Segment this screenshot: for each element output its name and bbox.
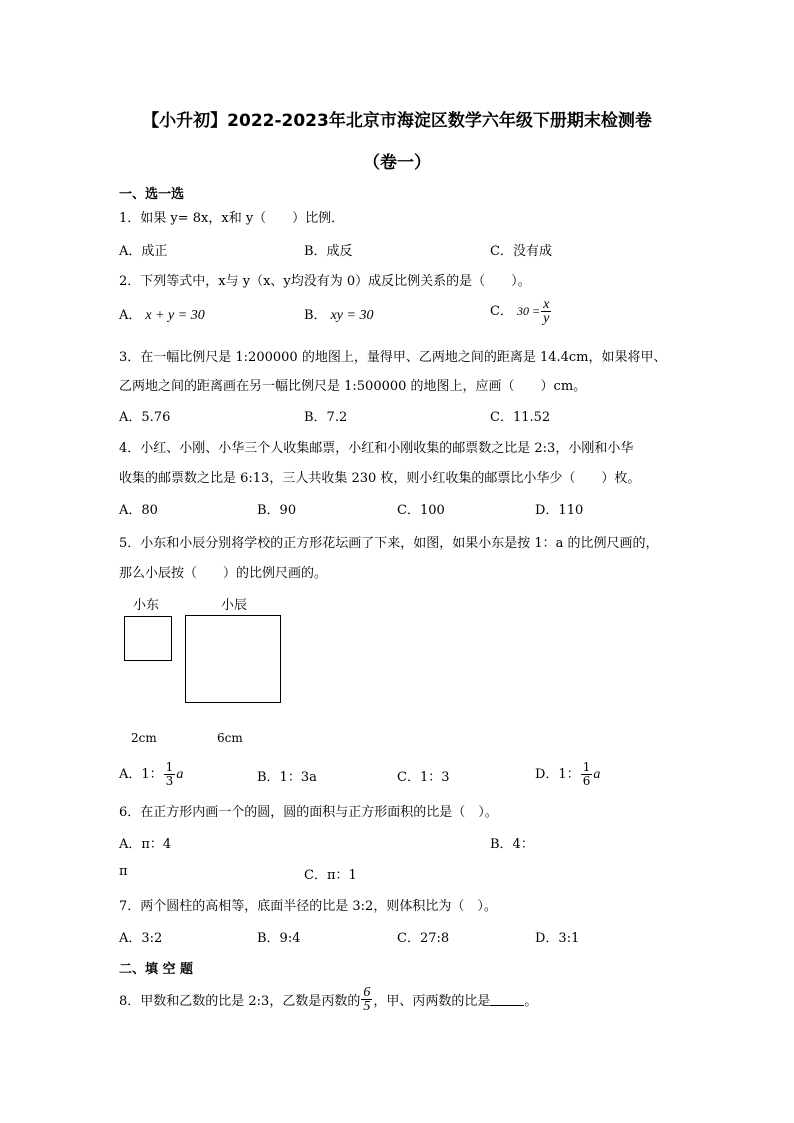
question-6-option-b[interactable]: B．4： — [490, 837, 534, 852]
page-subtitle: （卷一） — [363, 153, 431, 173]
question-6-option-b-continued: π — [119, 864, 128, 879]
question-6-stem: 6．在正方形内画一个的圆，圆的面积与正方形面积的比是（ ）。 — [119, 805, 498, 820]
large-square-figure — [185, 615, 281, 703]
fraction-numerator: x — [543, 297, 550, 312]
question-5-option-c[interactable]: C．1：3 — [397, 770, 450, 785]
question-2-stem: 2．下列等式中，x与 y（x、y均没有为 0）成反比例关系的是（ ）。 — [119, 274, 531, 289]
question-1-option-a[interactable]: A．成正 — [119, 244, 168, 259]
equation: xy = 30 — [330, 308, 374, 323]
fraction-denominator: 5 — [363, 999, 371, 1014]
equation: x + y = 30 — [145, 308, 205, 323]
fraction-numerator: 1 — [582, 760, 591, 774]
question-6-option-c[interactable]: C．π：1 — [304, 868, 357, 883]
section-heading-fill-in: 二、填 空 题 — [119, 962, 194, 977]
question-8-end: 。 — [524, 994, 538, 1009]
fraction-numerator: 6 — [363, 985, 371, 1000]
page-title: 【小升初】2022-2023年北京市海淀区数学六年级下册期末检测卷 — [142, 111, 652, 131]
question-1-option-b[interactable]: B．成反 — [304, 244, 353, 259]
answer-blank[interactable] — [490, 993, 524, 1006]
question-7-option-c[interactable]: C．27:8 — [397, 931, 450, 946]
variable: a — [176, 767, 184, 782]
figure-label-xiaochen: 小辰 — [221, 598, 248, 613]
question-7-stem: 7．两个圆柱的高相等，底面半径的比是 3:2，则体积比为（ ）。 — [119, 899, 497, 914]
question-7-option-b[interactable]: B．9:4 — [257, 931, 301, 946]
question-4-line-1: 4．小红、小刚、小华三个人收集邮票，小红和小刚收集的邮票数之比是 2:3，小刚和小华 — [119, 441, 634, 456]
option-label: A． — [119, 308, 142, 323]
fraction-denominator: 6 — [582, 774, 591, 788]
question-5-line-1: 5．小东和小辰分别将学校的正方形花坛画了下来，如图，如果小东是按 1：a 的比例尺画的， — [119, 536, 659, 551]
question-4-option-c[interactable]: C．100 — [397, 503, 445, 518]
question-2-option-c[interactable] — [490, 298, 552, 325]
fraction — [361, 986, 372, 1013]
option-label: D．1： — [535, 767, 580, 782]
question-8-stem: 8．甲数和乙数的比是 2:3，乙数是丙数的 — [119, 994, 361, 1009]
question-1-option-c[interactable]: C．没有成 — [490, 244, 552, 259]
question-6-option-a[interactable]: A．π：4 — [119, 837, 172, 852]
question-8-tail: ，甲、丙两数的比是 — [373, 994, 491, 1009]
question-1-stem: 1．如果 y= 8x，x和 y（ ）比例． — [119, 211, 345, 226]
question-3-option-c[interactable]: C．11.52 — [490, 410, 551, 425]
question-5-option-b[interactable]: B．1：3a — [257, 770, 317, 785]
figure-size-small: 2cm — [131, 731, 157, 745]
question-2-option-b[interactable] — [304, 304, 373, 324]
question-2-option-a[interactable] — [119, 304, 205, 324]
fraction-denominator: y — [543, 311, 550, 326]
question-3-option-b[interactable]: B．7.2 — [304, 410, 348, 425]
figure-size-large: 6cm — [217, 731, 243, 745]
question-7-option-d[interactable]: D．3:1 — [535, 931, 580, 946]
figure-label-xiaodong: 小东 — [133, 598, 160, 613]
question-8 — [119, 986, 537, 1013]
fraction — [164, 761, 176, 788]
question-4-option-b[interactable]: B．90 — [257, 503, 297, 518]
equation-lhs: 30 = — [516, 304, 541, 318]
option-label: A．1： — [119, 767, 163, 782]
question-5-line-2: 那么小辰按（ ）的比例尺画的。 — [119, 566, 328, 581]
fraction — [541, 298, 551, 325]
question-3-line-1: 3．在一幅比例尺是 1:200000 的地图上，量得甲、乙两地之间的距离是 14.4cm，如果将甲、 — [119, 350, 667, 365]
question-3-option-a[interactable]: A．5.76 — [119, 410, 171, 425]
question-7-option-a[interactable]: A．3:2 — [119, 931, 163, 946]
section-heading-choice: 一、选一选 — [119, 187, 185, 202]
fraction-denominator: 3 — [165, 774, 174, 788]
fraction — [581, 761, 593, 788]
question-3-line-2: 乙两地之间的距离画在另一幅比例尺是 1:500000 的地图上，应画（ ）cm。 — [119, 379, 587, 394]
question-4-option-d[interactable]: D．110 — [535, 503, 584, 518]
question-5-option-d[interactable] — [535, 761, 600, 788]
option-label: B． — [304, 308, 327, 323]
question-4-option-a[interactable]: A．80 — [119, 503, 158, 518]
option-label: C． — [490, 304, 513, 319]
small-square-figure — [124, 616, 172, 661]
fraction-numerator: 1 — [165, 760, 174, 774]
question-5-option-a[interactable] — [119, 761, 183, 788]
question-4-line-2: 收集的邮票数之比是 6:13，三人共收集 230 枚，则小红收集的邮票比小华少（ ）枚。 — [119, 471, 641, 486]
variable: a — [593, 767, 601, 782]
